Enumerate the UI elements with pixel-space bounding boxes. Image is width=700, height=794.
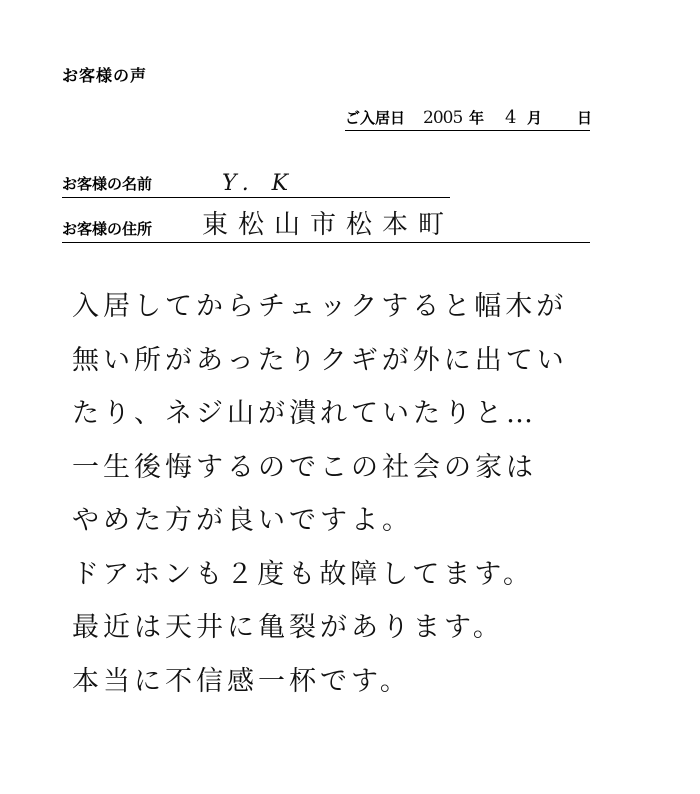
handwritten-comment (72, 280, 672, 708)
comment-line: 一生後悔するのでこの社会の家は (72, 451, 537, 483)
comment-line: ドアホンも２度も故障してます。 (72, 558, 535, 590)
comment-line: たり、ネジ山が潰れていたりと… (72, 398, 537, 429)
customer-name-field (62, 171, 450, 198)
comment-line: 本当に不信感一杯です。 (72, 665, 411, 697)
comment-line: 無い所があったりクギが外に出てい (72, 344, 568, 376)
move-in-date-field (345, 107, 593, 131)
move-in-date-label: ご入居日 (345, 109, 406, 127)
comment-line: 最近は天井に亀裂があります。 (72, 612, 504, 643)
day-unit-label: 日 (577, 109, 593, 127)
move-in-month-value: 4 (505, 107, 517, 128)
comment-line: やめた方が良いですよ。 (72, 505, 413, 536)
move-in-year-value: 2005 (423, 108, 463, 128)
year-unit-label: 年 (469, 109, 485, 127)
customer-name-label: お客様の名前 (62, 175, 153, 193)
customer-name-value: Y. K (222, 171, 297, 196)
customer-address-field (62, 210, 590, 243)
month-unit-label: 月 (527, 109, 543, 127)
customer-address-value: 東松山市松本町 (202, 210, 455, 240)
page-title: お客様の声 (62, 66, 148, 85)
customer-address-label: お客様の住所 (62, 220, 153, 238)
comment-line: 入居してからチェックすると幅木が (72, 291, 568, 322)
